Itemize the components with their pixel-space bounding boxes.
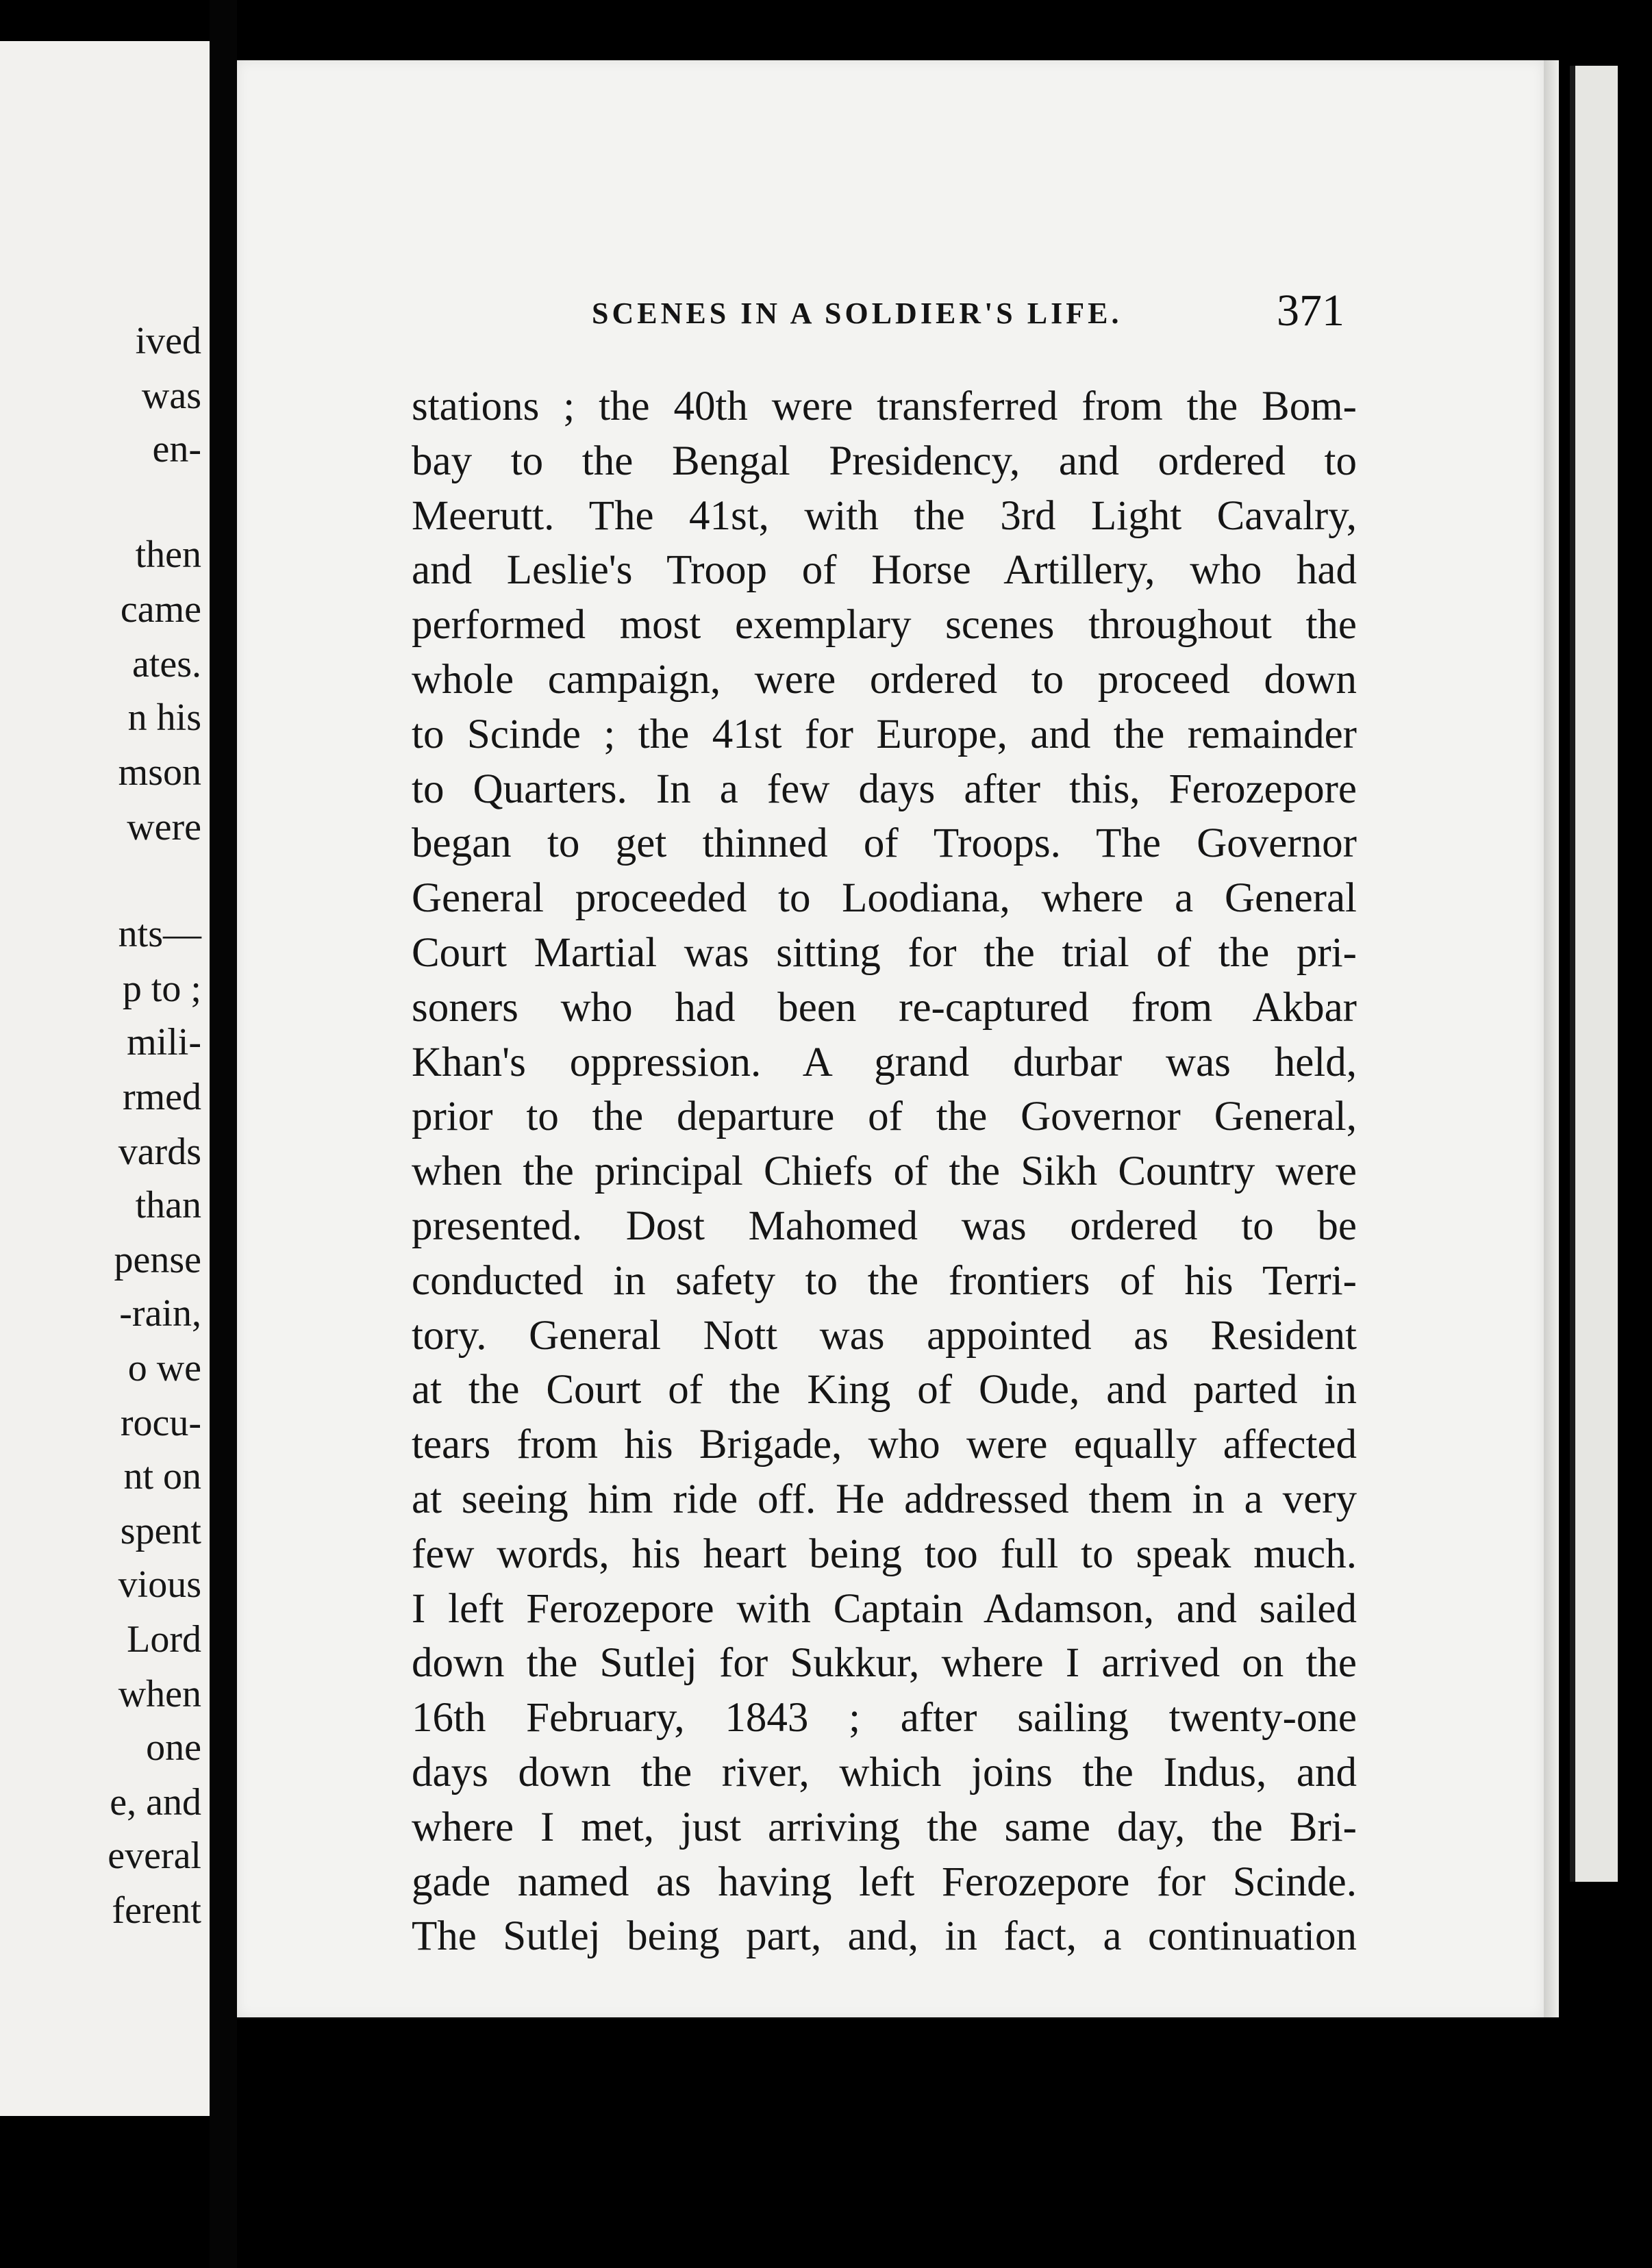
left-page-line: ferent <box>112 1889 201 1932</box>
left-page-line: p to ; <box>122 968 201 1010</box>
left-page-line: were <box>127 806 201 848</box>
left-page-line: everal <box>108 1835 201 1877</box>
left-page-line: when <box>118 1673 201 1715</box>
running-title: SCENES IN A SOLDIER'S LIFE. <box>592 297 1123 330</box>
left-page-line: mson <box>118 751 201 794</box>
text-line: stations ; the 40th were transferred from the Bom- <box>412 383 1357 429</box>
left-facing-page <box>0 41 210 2116</box>
page-number: 371 <box>1277 286 1344 336</box>
text-line: and Leslie's Troop of Horse Artillery, who had <box>412 547 1357 594</box>
body-text <box>412 379 1357 1964</box>
text-line: whole campaign, were ordered to proceed down <box>412 656 1357 703</box>
text-line: Court Martial was sitting for the trial of the pri- <box>412 929 1357 976</box>
text-line: at the Court of the King of Oude, and parted in <box>412 1367 1357 1413</box>
left-page-line: was <box>141 375 201 417</box>
left-page-line: spent <box>120 1510 201 1552</box>
text-line: gade named as having left Ferozepore for Scinde. <box>412 1859 1357 1905</box>
text-line: where I met, just arriving the same day, the Bri- <box>412 1804 1357 1850</box>
left-page-line: e, and <box>110 1781 201 1824</box>
left-page-line: came <box>120 588 201 631</box>
left-page-line: one <box>146 1726 201 1769</box>
text-line: I left Ferozepore with Captain Adamson, and sailed <box>412 1585 1357 1632</box>
left-page-line: mili- <box>127 1021 201 1063</box>
left-page-line: n his <box>127 696 201 739</box>
left-page-line: nts— <box>118 913 201 955</box>
page-header <box>237 253 1544 336</box>
text-line: to Quarters. In a few days after this, Ferozepore <box>412 766 1357 812</box>
left-page-line: rmed <box>122 1076 201 1118</box>
text-line: The Sutlej being part, and, in fact, a continuation <box>412 1913 1357 1960</box>
text-line: days down the river, which joins the Indus, and <box>412 1749 1357 1796</box>
left-page-line: rocu- <box>120 1402 201 1444</box>
left-page-line: vards <box>118 1131 201 1173</box>
text-line: down the Sutlej for Sukkur, where I arrived on the <box>412 1640 1357 1687</box>
left-page-line: than <box>135 1184 201 1226</box>
text-line: Meerutt. The 41st, with the 3rd Light Cavalry, <box>412 492 1357 539</box>
left-page-line: -rain, <box>119 1292 201 1335</box>
left-page-line: ived <box>135 320 201 362</box>
left-page-line: vious <box>118 1563 201 1606</box>
left-page-line: pense <box>114 1239 201 1281</box>
text-line: few words, his heart being too full to speak much. <box>412 1530 1357 1577</box>
text-line: began to get thinned of Troops. The Governor <box>412 820 1357 867</box>
text-line: prior to the departure of the Governor General, <box>412 1094 1357 1140</box>
next-page-edge <box>1570 66 1618 1882</box>
text-line: when the principal Chiefs of the Sikh Country were <box>412 1148 1357 1195</box>
text-line: tears from his Brigade, who were equally affected <box>412 1422 1357 1468</box>
left-page-line: then <box>135 533 201 576</box>
text-line: presented. Dost Mahomed was ordered to be <box>412 1202 1357 1249</box>
book-gutter <box>210 0 237 2268</box>
text-line: performed most exemplary scenes throughout the <box>412 602 1357 648</box>
left-page-line: en- <box>152 428 201 470</box>
text-line: 16th February, 1843 ; after sailing twenty-one <box>412 1695 1357 1741</box>
text-line: conducted in safety to the frontiers of his Terri- <box>412 1257 1357 1304</box>
book-page <box>237 60 1544 2017</box>
left-page-line: ates. <box>132 643 201 685</box>
text-line: at seeing him ride off. He addressed them in a very <box>412 1476 1357 1522</box>
page-fold <box>1544 60 1559 2017</box>
left-page-line: nt on <box>123 1455 201 1498</box>
text-line: tory. General Nott was appointed as Resident <box>412 1312 1357 1359</box>
text-line: bay to the Bengal Presidency, and ordered to <box>412 438 1357 484</box>
left-page-line: Lord <box>127 1618 201 1661</box>
page-edge-shadow <box>1570 66 1575 1882</box>
text-line: General proceeded to Loodiana, where a General <box>412 875 1357 922</box>
left-page-line: o we <box>127 1347 201 1389</box>
text-line: soners who had been re-captured from Akbar <box>412 984 1357 1031</box>
text-line: to Scinde ; the 41st for Europe, and the remainder <box>412 711 1357 757</box>
text-line: Khan's oppression. A grand durbar was held, <box>412 1039 1357 1085</box>
